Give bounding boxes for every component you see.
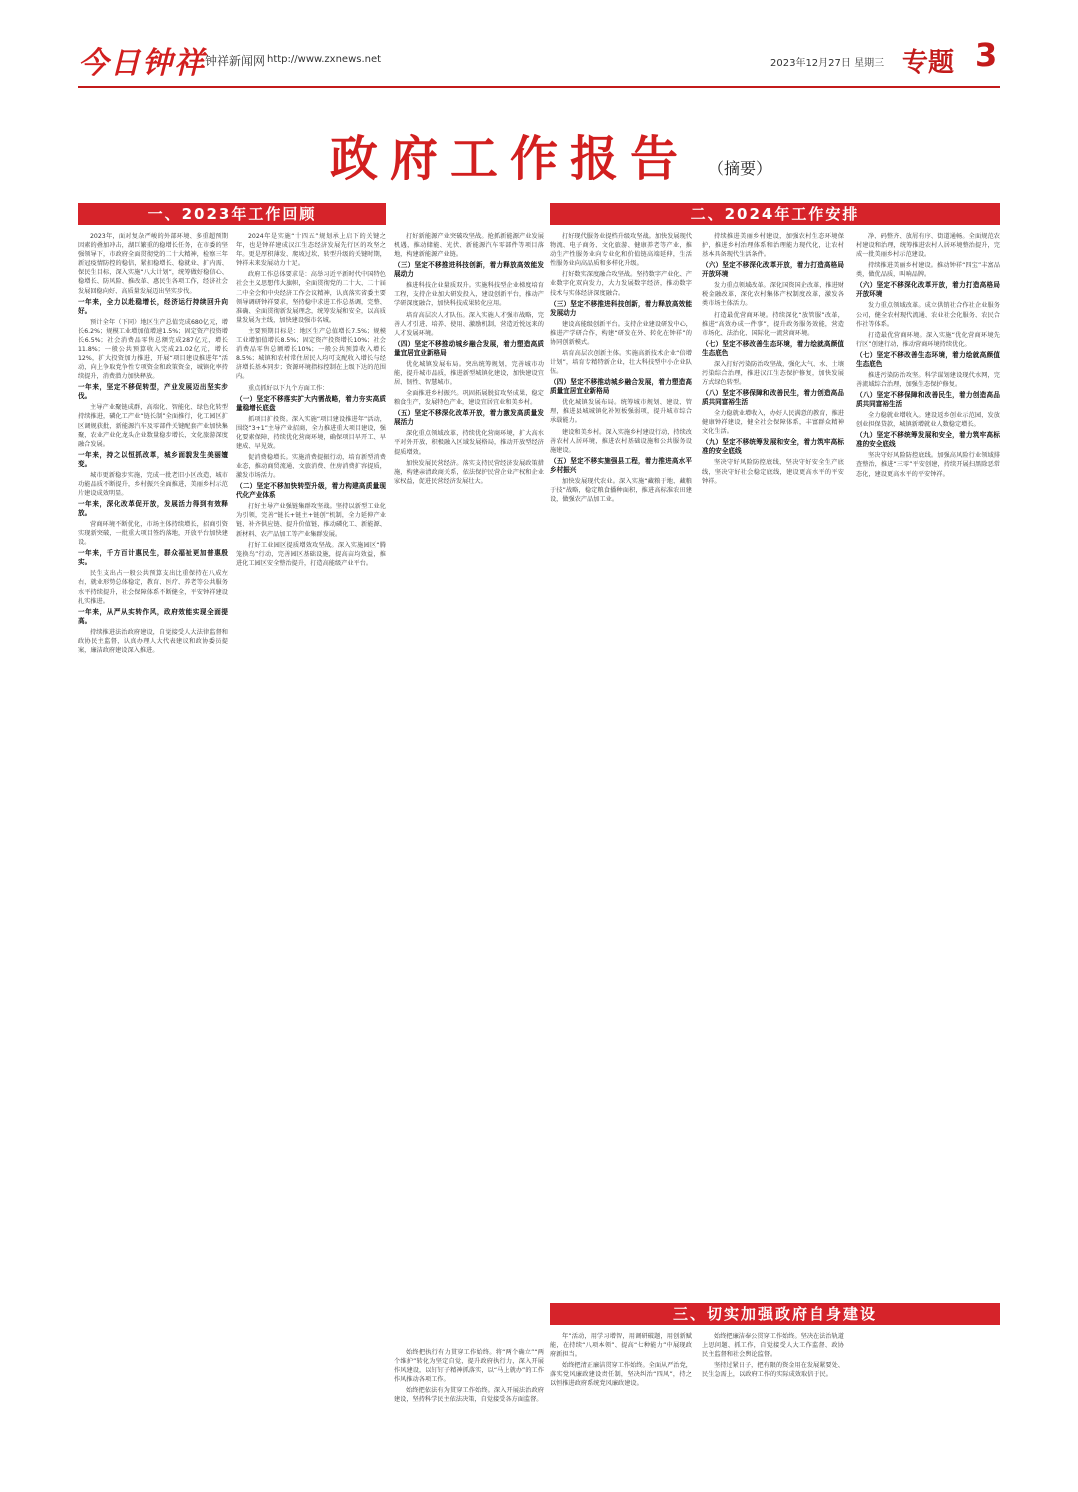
article-paragraph: 抓项目扩投资。深入实施“项目建设推进年”活动，围绕“3+1”主导产业招商，全力推进重大项目建设，强化要素保障，持续优化营商环境，确保项目早开工、早建成、早见效。 (236, 415, 386, 450)
article-paragraph: 打造最优营商环境。持续深化“放管服”改革，推进“高效办成一件事”，提升政务服务效能，营造市场化、法治化、国际化一流营商环境。 (702, 311, 844, 337)
article-column-9 (702, 1332, 844, 1472)
article-column-6 (856, 232, 1000, 1472)
article-column-3 (394, 232, 544, 1472)
article-paragraph: 全力稳就业增收入，办好人民满意的教育，推进健康钟祥建设，健全社会保障体系，丰富群众精神文化生活。 (702, 410, 844, 436)
article-subheading: （六）坚定不移深化改革开放，着力打造高格局开放环境 (856, 281, 1000, 299)
article-paragraph: 深入打好污染防治攻坚战，强化大气、水、土壤污染综合治理，推进汉江生态保护修复，加快发展方式绿色转型。 (702, 360, 844, 387)
article-paragraph: 城市更新稳步实施，完成一批老旧小区改造，城市功能品质不断提升，乡村振兴全面推进，美丽乡村示范片建设成效明显。 (78, 471, 228, 497)
article-paragraph: 2023年，面对复杂严峻的外部环境、多重超预期因素的叠加冲击，湖巨繁重的稳增长任务，在市委的坚强领导下，市政府全面贯彻党的二十大精神，检察三年新冠疫情防控的稳信，紧扣稳增长、稳就业、扩内需、保民生目标，深入实施“八大计划”，统筹做好稳信心、稳增长、防风险、推改革、惠民生各项工作，经济社会发展回稳向好、高质量发展迈出坚实步伐。 (78, 233, 228, 295)
article-paragraph: 始终把依法有为贯穿工作始终。深入开展法治政府建设，坚持科学民主依法决策，自觉接受各方面监督。 (394, 1387, 544, 1404)
article-paragraph: 全面推进乡村振兴。巩固拓展脱贫攻坚成果，稳定粮食生产，发展特色产业，建设宜居宜业和美乡村。 (394, 390, 544, 407)
article-subheading: （七）坚定不移改善生态环境，着力绘就高颜值生态底色 (856, 350, 1000, 368)
section-bar-review: 一、2023年工作回顾 (78, 203, 386, 225)
article-paragraph: 打造最优营商环境。深入实施“优化营商环境先行区”创建行动，推动营商环境持续优化。 (856, 331, 1000, 348)
article-subheading: （三）坚定不移推进科技创新，着力释放高效能发展动力 (550, 299, 692, 317)
article-column-7 (394, 1348, 544, 1472)
article-paragraph: 优化城镇发展布局。突出统筹规划，完善城市功能，提升城市品质，推进新型城镇化建设，加快建设宜居、韧性、智慧城市。 (394, 360, 544, 387)
article-paragraph: 持续推进美丽乡村建设，加强农村生态环境保护，推进乡村治理体系和治理能力现代化，让农村基本具备现代生活条件。 (702, 233, 844, 259)
article-subheading: （六）坚定不移深化改革开放，着力打造高格局开放环境 (702, 261, 844, 279)
article-column-2 (236, 232, 386, 1472)
article-subheading: （四）坚定不移推动城乡融合发展，着力塑造高质量宜居宜业新格局 (394, 339, 544, 357)
article-paragraph: 坚决守好风险防控底线，坚决守好安全生产底线，坚决守好社会稳定底线，建设更高水平的平安钟祥。 (702, 459, 844, 485)
article-subheading: 一年来，持之以恒抓改革，城乡面貌发生美丽嬗变。 (78, 450, 228, 468)
article-paragraph: 重点抓好以下九个方面工作： (248, 384, 329, 392)
article-paragraph: 主要预期目标是：地区生产总值增长7.5%；规模工业增加值增长8.5%；固定资产投资增长10%；社会消费品零售总额增长10%；一般公共预算收入增长8.5%；城镇和农村常住居民人均可支配收入增长与经济增长基本同步；资源环境指标控制在上级下达的范围内。 (236, 327, 386, 381)
article-subheading: （八）坚定不移保障和改善民生，着力创造高品质共同富裕生活 (856, 391, 1000, 409)
article-subheading: （七）坚定不移改善生态环境，着力绘就高颜值生态底色 (702, 339, 844, 357)
section-label: 专题 (902, 48, 955, 78)
newspaper-logo: 今日钟祥 (78, 46, 206, 81)
article-paragraph: 持续推进美丽乡村建设。推动钟祥“四宝”丰富品类，做优品质，叫响品牌。 (856, 262, 1000, 279)
article-paragraph: 年”活动，用学习增智，用调研破题，用创新赋能，在持续“八项本领”、提高“七种能力”中展现政府新担当。 (550, 1333, 692, 1359)
article-paragraph: 发力重点领域改革。深化国资国企改革，推进财税金融改革，深化农村集体产权制度改革，激发各类市场主体活力。 (702, 282, 844, 308)
article-paragraph: 坚决守好风险防控底线。加强高风险行业领域排查整治，推进“三零”平安创建，持续开展扫黑除恶常态化，建设更高水平的平安钟祥。 (856, 452, 1000, 478)
article-column-5 (702, 232, 844, 1292)
article-subheading: （八）坚定不移保障和改善民生，着力创造高品质共同富裕生活 (702, 389, 844, 407)
article-paragraph: 打好数实深度融合攻坚战。坚持数字产业化、产业数字化双向发力，大力发展数字经济，推动数字技术与实体经济深度融合。 (550, 271, 692, 297)
page-number: 3 (975, 36, 998, 74)
article-paragraph: 始终把廉洁奉公贯穿工作始终。坚决在法治轨道上思问题、抓工作，自觉接受人大工作监督、政协民主监督和社会舆论监督。 (702, 1333, 844, 1359)
article-paragraph: 始终把清正廉洁贯穿工作始终。全面从严治党，落实党风廉政建设责任制，坚决纠治“四风”，持之以恒推进政府系统党风廉政建设。 (550, 1362, 692, 1388)
article-paragraph: 促消费稳增长。实施消费提振行动，培育新型消费业态，推动商贸流通、文旅消费、住房消费扩容提质，激发市场活力。 (236, 453, 386, 480)
site-name: 钟祥新闻网 (205, 54, 266, 68)
article-subheading: （四）坚定不移推动城乡融合发展，着力塑造高质量宜居宜业新格局 (550, 378, 692, 396)
article-subheading: （五）坚定不移实施强县工程，着力推进高水平乡村振兴 (550, 456, 692, 474)
article-paragraph: 净、码整齐、放屑有序、街道通畅。全面规范农村建设和治理，统筹推进农村人居环境整治提升，完成一批美丽乡村示范建设。 (856, 233, 1000, 259)
article-paragraph: 推进污染防治攻坚。科学谋划建设现代水网，完善流域综合治理，加强生态保护修复。 (856, 371, 1000, 389)
article-paragraph: 持续推进法治政府建设，自觉接受人大法律监督和政协民主监督，认真办理人大代表建议和政协委员提案，廉洁政府建设深入推进。 (78, 628, 228, 654)
article-paragraph: 全力稳就业增收入。建设返乡创业示范园，发放创业担保贷款，城镇新增就业人数稳定增长。 (856, 412, 1000, 429)
article-subheading: 一年来，从严从实转作风，政府效能实现全面提高。 (78, 607, 228, 625)
article-paragraph: 培育高层次创新主体。实施高新技术企业“倍增计划”，培育专精特新企业，壮大科技型中小企业队伍。 (550, 349, 692, 376)
article-subheading: 一年来，坚定不移促转型，产业发展迈出坚实步伐。 (78, 383, 228, 401)
article-paragraph: 坚持过紧日子，把有限的资金用在发展紧要处、民生急需上，以政府工作的实际成效取信于民。 (702, 1362, 844, 1379)
article-column-1 (78, 232, 228, 1472)
article-paragraph: 打好新能源产业突破攻坚战。抢抓新能源产业发展机遇，推动储能、光伏、新能源汽车零部件等项目落地，构建新能源产业链。 (394, 233, 544, 259)
article-paragraph: 2024年是实施“十四五”规划承上启下的关键之年，也是钟祥建成汉江生态经济发展先行区的攻坚之年。更是厚积薄发、爬坡过坎、转型升级的关键时期，钟祥未来发展动力十足。 (236, 233, 386, 268)
headline-title: 政府工作报告 (330, 131, 691, 187)
article-paragraph: 加快发展现代农业。深入实施“藏粮于地、藏粮于技”战略，稳定粮食播种面积，推进高标准农田建设，做强农产品加工业。 (550, 477, 692, 503)
article-paragraph: 预计全年（下同）地区生产总值完成680亿元，增长6.2%；规模工业增加值增速1.5%；固定资产投资增长6.5%；社会消费品零售总额完成287亿元，增长11.8%；一般公共预算收入完成21.02亿元，增长12%，扩大投资加力推进，开展“项目建设推进年”活动，向上争取党争性专项资金和政策资金，城镇化率持续提升，消费潜力加快释放。 (78, 318, 228, 381)
article-paragraph: 打好主导产业强链集群攻坚战。坚持以新型工业化为引领，完善“链长+链主+链创”机制，全力延伸产业链、补齐供应链、提升价值链，推动磷化工、新能源、新材料、农产品加工等产业集群发展。 (236, 503, 386, 538)
article-subheading: （二）坚定不移加快转型升级，着力构建高质量现代化产业体系 (236, 482, 386, 500)
article-paragraph: 主导产业聚链成群，高端化、智能化、绿色化转型持续推进，磷化工产业“链长制”全面推行，化工园区扩区调规获批，新能源汽车及零部件关键配套产业加快集聚，农业产业化龙头企业数量稳步增长，文化旅游深度融合发展。 (78, 404, 228, 448)
article-column-4 (550, 232, 692, 1292)
article-paragraph: 营商环境不断优化，市场主体持续增长，招商引资实现新突破，一批重大项目签约落地，开放平台加快建设。 (78, 521, 228, 547)
section-bar-plan: 二、2024年工作安排 (550, 203, 1000, 225)
article-paragraph: 始终把执行有力贯穿工作始终。将“两个确立”“两个维护”转化为坚定自觉，提升政府执行力，深入开展作风建设，以钉钉子精神抓落实，以“马上就办”的工作作风推动各项工作。 (394, 1349, 544, 1384)
article-subheading: （五）坚定不移深化改革开放，着力激发高质量发展活力 (394, 409, 544, 427)
article-paragraph: 发力重点领域改革。成立供销社合作社企业服务公司，健全农村现代流通、农业社会化服务、农民合作社等体系。 (856, 302, 1000, 328)
masthead-divider (78, 86, 1000, 88)
section-bar-self-building: 三、切实加强政府自身建设 (550, 1303, 1000, 1325)
article-paragraph: 打好工业园区提质增效攻坚战。深入实施园区“腾笼换鸟”行动，完善园区基础设施，提高亩均效益，推进化工园区安全整治提升，打造高能级产业平台。 (236, 541, 386, 567)
article-subheading: 一年来，全力以赴稳增长，经济运行持续回升向好。 (78, 297, 228, 315)
article-paragraph: 建设和美乡村。深入实施乡村建设行动，持续改善农村人居环境，推进农村基础设施和公共服务设施建设。 (550, 428, 692, 454)
article-paragraph: 培育高层次人才队伍。深入实施人才强市战略，完善人才引进、培养、使用、激励机制，营造近悦远来的人才发展环境。 (394, 311, 544, 337)
article-subheading: （九）坚定不移统筹发展和安全，着力筑牢高标准的安全底线 (702, 438, 844, 456)
article-paragraph: 政府工作总体要求是：高举习近平新时代中国特色社会主义思想伟大旗帜，全面贯彻党的二十大、二十届二中全会和中央经济工作会议精神，认真落实省委主要领导调研钟祥要求，坚持稳中求进工作总基调，完整、准确、全面贯彻新发展理念，统筹发展和安全，以高质量发展为主线，加快建设强市名城。 (236, 271, 386, 324)
article-paragraph: 优化城镇发展布局。统筹城市规划、建设、管理，推进县城城镇化补短板强弱项，提升城市综合承载能力。 (550, 399, 692, 425)
article-column-8 (550, 1332, 692, 1472)
article-paragraph: 推进科技企业量质双升。实施科技型企业梯度培育工程，支持企业加大研发投入，建设创新平台，推动产学研深度融合，加快科技成果转化应用。 (394, 282, 544, 308)
article-subheading: 一年来，深化改革促开放，发展活力得到有效释放。 (78, 500, 228, 518)
article-paragraph: 民生支出占一般公共预算支出比重保持在八成左右，就业形势总体稳定，教育、医疗、养老等公共服务水平持续提升，社会保障体系不断健全，平安钟祥建设扎实推进。 (78, 570, 228, 605)
article-paragraph: 打好现代服务业提档升级攻坚战。加快发展现代物流、电子商务、文化旅游、健康养老等产业，推动生产性服务业向专业化和价值链高端延伸，生活性服务业向高品质和多样化升级。 (550, 233, 692, 268)
article-subheading: （一）坚定不移落实扩大内需战略，着力夯实高质量稳增长底盘 (236, 394, 386, 412)
article-subheading: （九）坚定不移统筹发展和安全，着力筑牢高标准的安全底线 (856, 431, 1000, 449)
article-paragraph: 加快发展民营经济。落实支持民营经济发展政策措施，构建亲清政商关系，依法保护民营企业产权和企业家权益，促进民营经济发展壮大。 (394, 459, 544, 485)
headline-subtitle: （摘要） (708, 159, 773, 178)
site-url-link[interactable]: http://www.zxnews.net (267, 54, 382, 65)
issue-date: 2023年12月27日 星期三 (770, 58, 885, 69)
article-subheading: （三）坚定不移推进科技创新，着力释放高效能发展动力 (394, 261, 544, 279)
article-subheading: 一年来，千方百计惠民生，群众福祉更加普惠殷实。 (78, 549, 228, 567)
masthead (0, 0, 1078, 88)
article-paragraph: 深化重点领域改革，持续优化营商环境，扩大高水平对外开放，积极融入区域发展格局，推动开放型经济提质增效。 (394, 430, 544, 456)
article-paragraph: 建设高能级创新平台。支持企业建设研发中心，推进产学研合作，构建“研发在外、转化在钟祥”的协同创新模式。 (550, 320, 692, 346)
